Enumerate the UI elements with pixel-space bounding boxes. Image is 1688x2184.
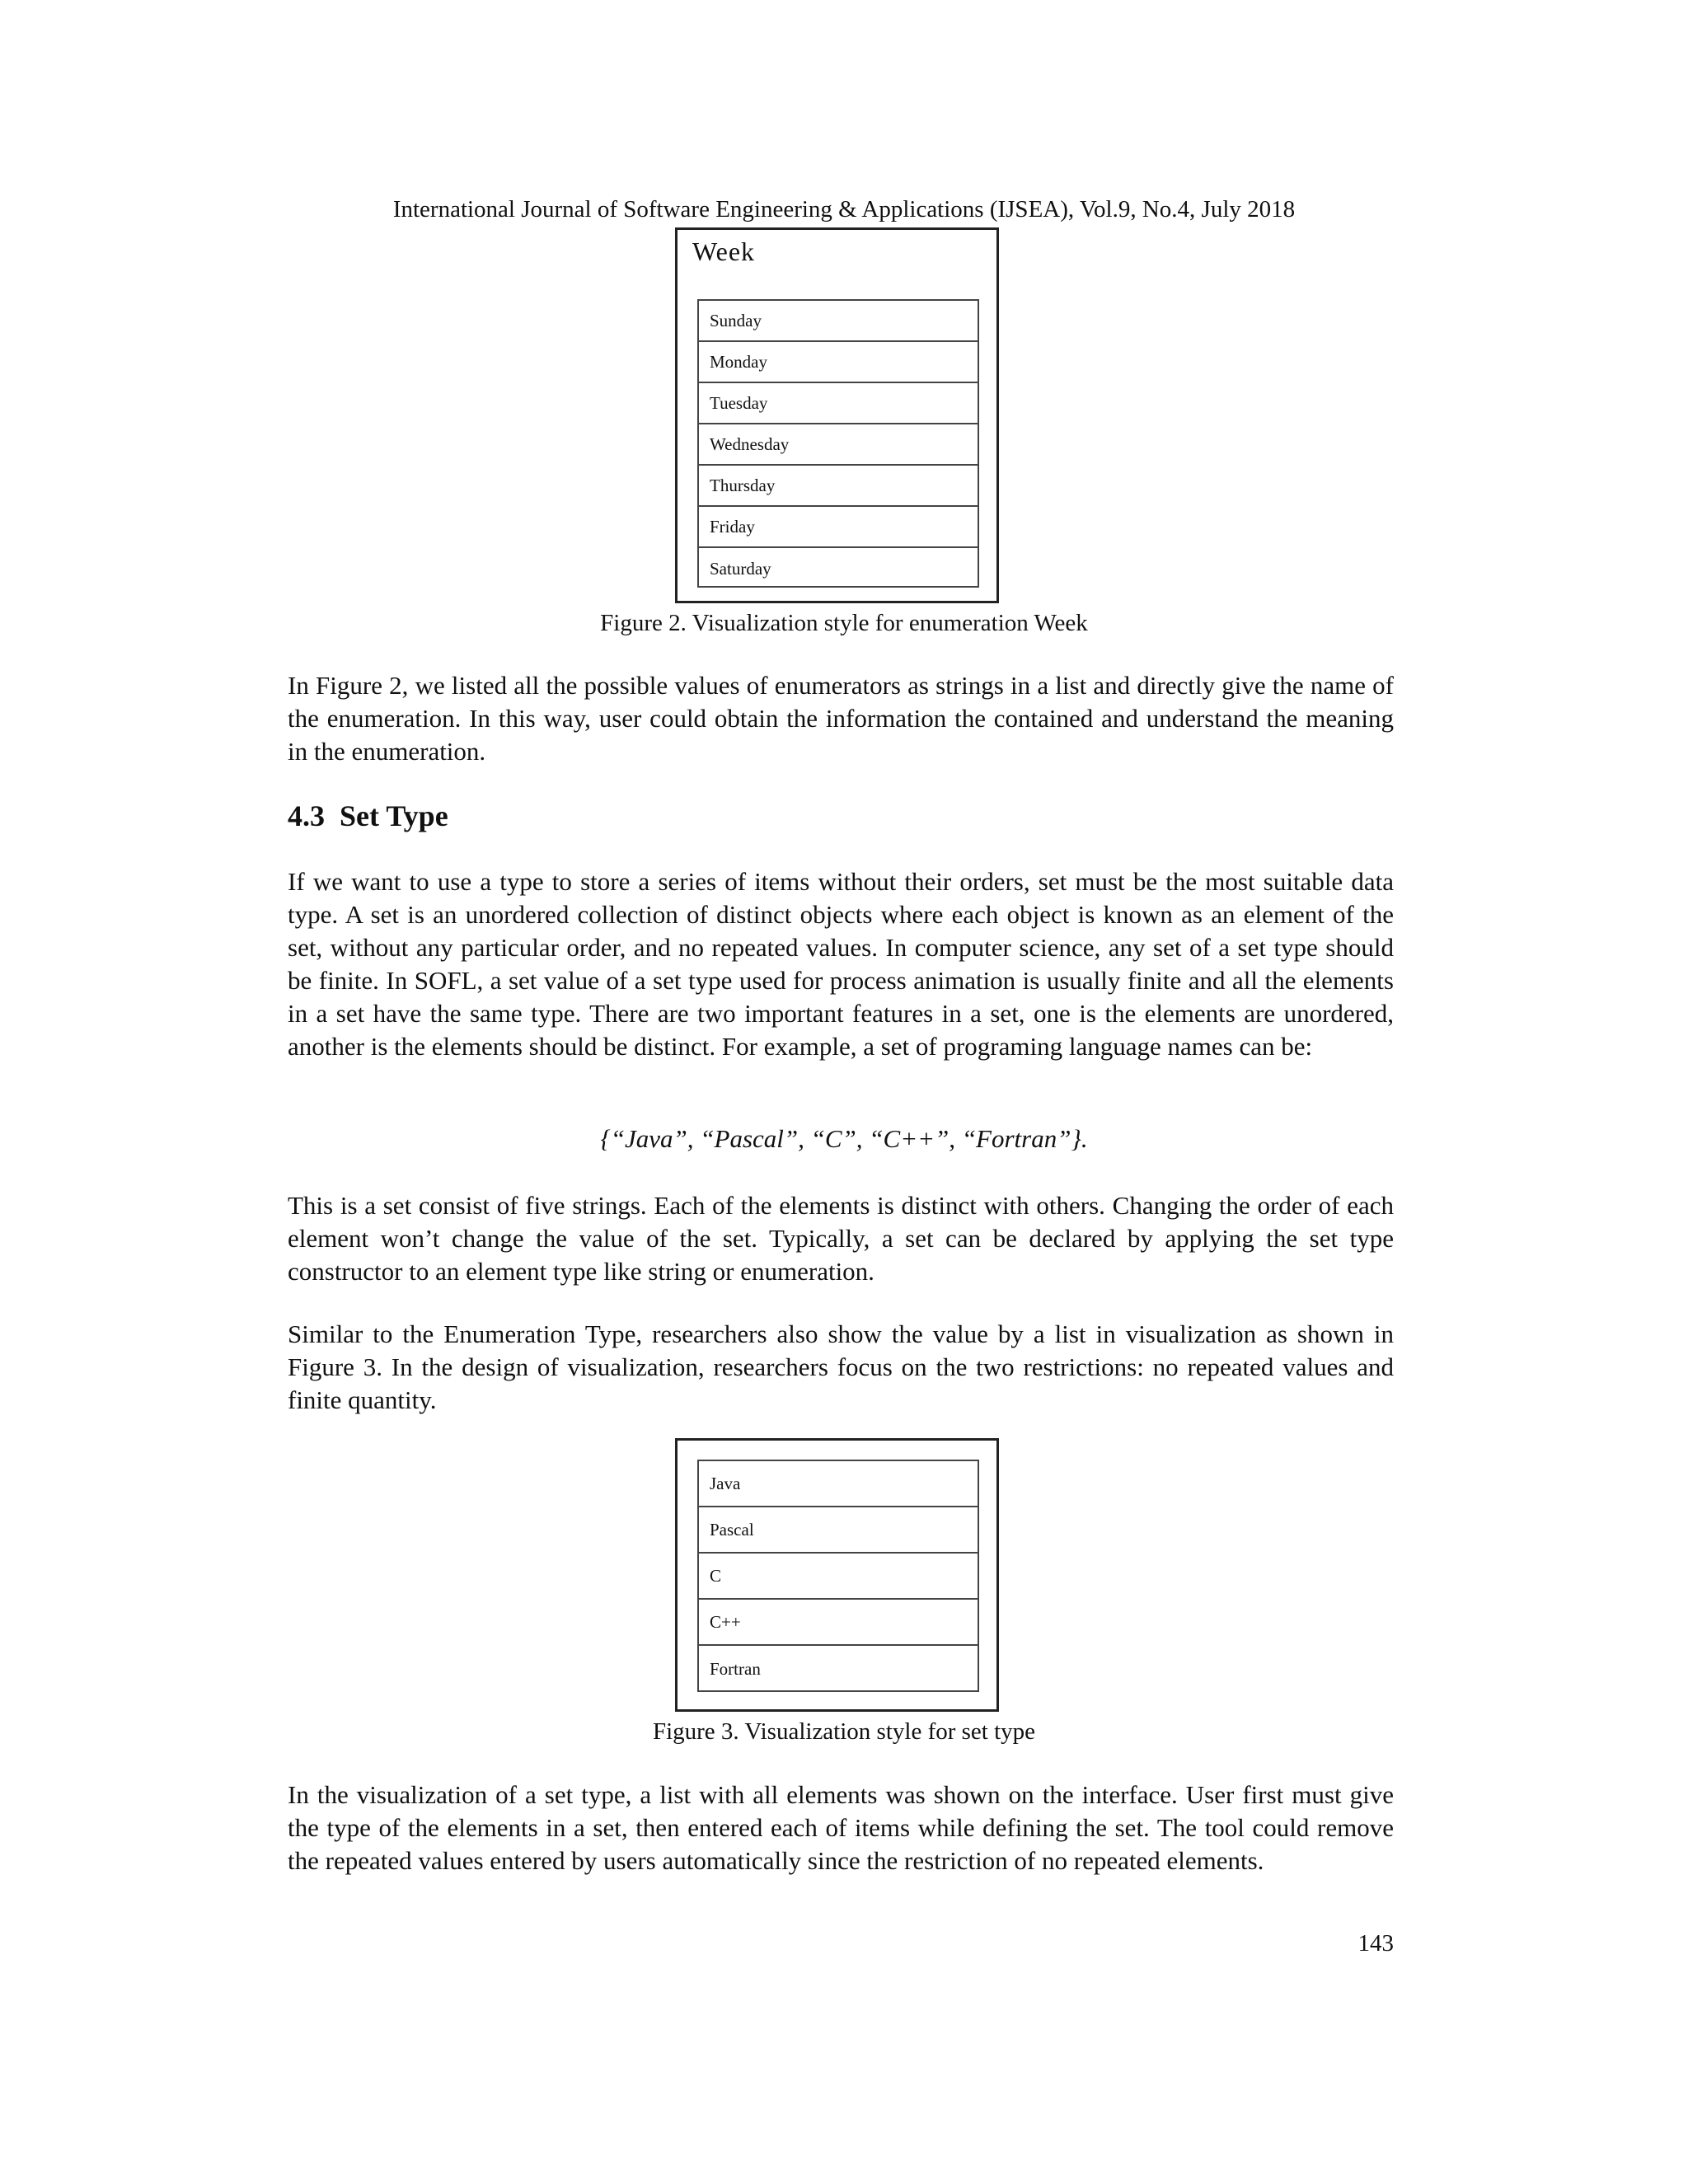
figure-3-set-box <box>675 1438 999 1712</box>
paragraph-3: This is a set consist of five strings. Each of the elements is distinct with others. Changing the order of each element won’t change the value of the set. Typically, a set can be declared by applying the set type constructor to an element type like string or enumeration. <box>288 1191 1394 1286</box>
list-item: Tuesday <box>699 383 978 424</box>
figure-3-list <box>697 1460 979 1692</box>
paragraph-1: In Figure 2, we listed all the possible values of enumerators as strings in a list and directly give the name of the enumeration. In this way, user could obtain the information the contained and understand the meaning in the enumeration. <box>288 671 1394 766</box>
list-item: Sunday <box>699 301 978 342</box>
figure-2-list <box>697 299 979 588</box>
set-example-formula: {“Java”, “Pascal”, “C”, “C++”, “Fortran”}. <box>600 1124 1088 1153</box>
list-item: Wednesday <box>699 424 978 466</box>
section-title: Set Type <box>340 799 448 832</box>
list-item: Friday <box>699 507 978 548</box>
list-item: C <box>699 1554 978 1600</box>
paragraph-2: If we want to use a type to store a series of items without their orders, set must be the most suitable data type. A set is an unordered collection of distinct objects where each object is known as an element of the set, without any particular order, and no repeated values. In computer science, any set of a set type should be finite. In SOFL, a set value of a set type used for process animation is usually finite and all the elements in a set have the same type. There are two important features in a set, one is the elements are unordered, another is the elements should be distinct. For example, a set of programing language names can be: <box>288 867 1394 1061</box>
paragraph-5: In the visualization of a set type, a list with all elements was shown on the interface. User first must give the type of the elements in a set, then entered each of items while defining the set. The tool could remove the repeated values entered by users automatically since the restriction of no repeated elements. <box>288 1780 1394 1875</box>
figure-2-title: Week <box>692 237 756 266</box>
list-item: Saturday <box>710 558 771 579</box>
section-number: 4.3 <box>288 799 325 832</box>
list-item: Fortran <box>710 1658 761 1679</box>
list-item: C++ <box>699 1600 978 1646</box>
list-item: Java <box>699 1461 978 1507</box>
paragraph-4: Similar to the Enumeration Type, researchers also show the value by a list in visualization as shown in Figure 3. In the design of visualization, researchers focus on the two restrictions: no repeated values and finite quantity. <box>288 1319 1394 1414</box>
section-heading <box>288 798 448 834</box>
figure-3-caption: Figure 3. Visualization style for set type <box>652 1718 1036 1745</box>
list-item: Pascal <box>699 1507 978 1554</box>
list-item: Thursday <box>699 466 978 507</box>
list-item: Monday <box>699 342 978 383</box>
figure-2-week-box <box>675 227 999 603</box>
running-header: International Journal of Software Engineering & Applications (IJSEA), Vol.9, No.4, July 2018 <box>392 196 1296 223</box>
page-number: 143 <box>1357 1930 1394 1957</box>
figure-2-caption: Figure 2. Visualization style for enumeration Week <box>600 610 1088 636</box>
